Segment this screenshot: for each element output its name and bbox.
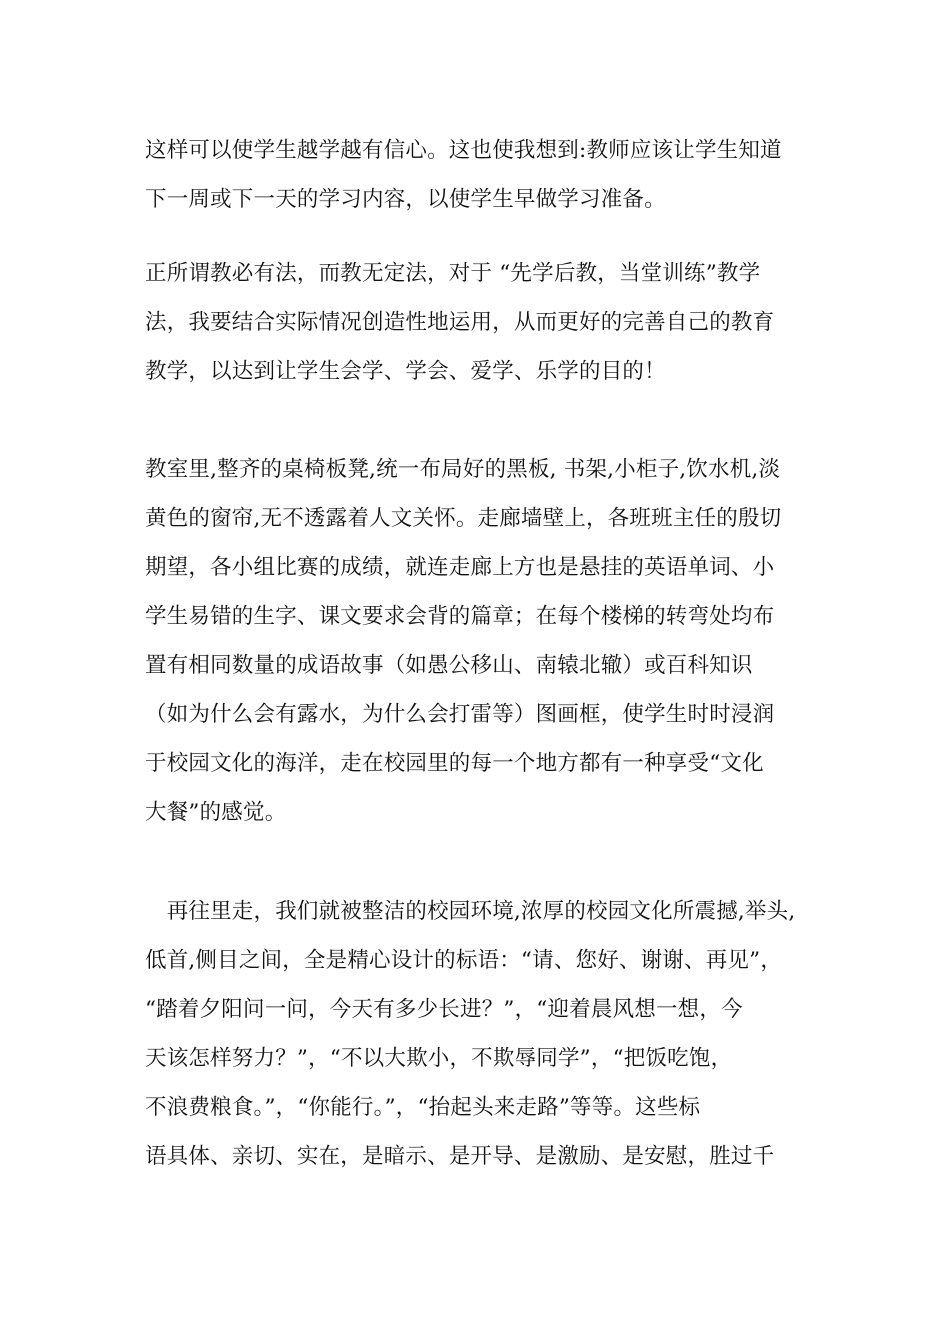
text-line: 教室里,整齐的桌椅板凳,统一布局好的黑板, 书架,小柜子,饮水机,淡	[145, 457, 781, 482]
text-line: 置有相同数量的成语故事（如愚公移山、南辕北辙）或百科知识	[145, 653, 753, 678]
text-line: 这样可以使学生越学越有信心。这也使我想到:教师应该让学生知道	[145, 138, 782, 163]
text-line: 学生易错的生字、课文要求会背的篇章；在每个楼梯的转弯处均布	[145, 604, 775, 629]
text-line: 下一周或下一天的学习内容，以使学生早做学习准备。	[145, 187, 666, 212]
text-line: 低首,侧目之间，全是精心设计的标语：“请、您好、谢谢、再见”，	[145, 948, 783, 973]
text-line: 天该怎样努力？”，“不以大欺小，不欺辱同学”，“把饭吃饱，	[145, 1046, 733, 1071]
text-line: 黄色的窗帘,无不透露着人文关怀。走廊墙壁上，各班班主任的殷切	[145, 506, 782, 531]
text-line: 教学，以达到让学生会学、学会、爱学、乐学的目的！	[145, 359, 666, 384]
text-line: （如为什么会有露水，为什么会打雷等）图画框，使学生时时浸润	[145, 702, 775, 727]
text-line: 期望，各小组比赛的成绩，就连走廊上方也是悬挂的英语单词、小	[145, 555, 775, 580]
text-line: 法，我要结合实际情况创造性地运用，从而更好的完善自己的教育	[145, 310, 775, 335]
text-line: “踏着夕阳问一问，今天有多少长进？”，“迎着晨风想一想，今	[145, 997, 743, 1022]
text-line: 大餐”的感觉。	[145, 800, 287, 825]
text-line: 于校园文化的海洋，走在校园里的每一个地方都有一种享受“文化	[145, 751, 764, 776]
text-line: 正所谓教必有法，而教无定法，对于 “先学后教，当堂训练”教学	[145, 261, 761, 286]
text-line: 再往里走，我们就被整洁的校园环境,浓厚的校园文化所震撼,举头,	[145, 899, 796, 924]
text-line: 不浪费粮食。”，“你能行。”，“抬起头来走路”等等。这些标	[145, 1095, 701, 1120]
text-line: 语具体、亲切、实在，是暗示、是开导、是激励、是安慰，胜过千	[145, 1144, 775, 1169]
